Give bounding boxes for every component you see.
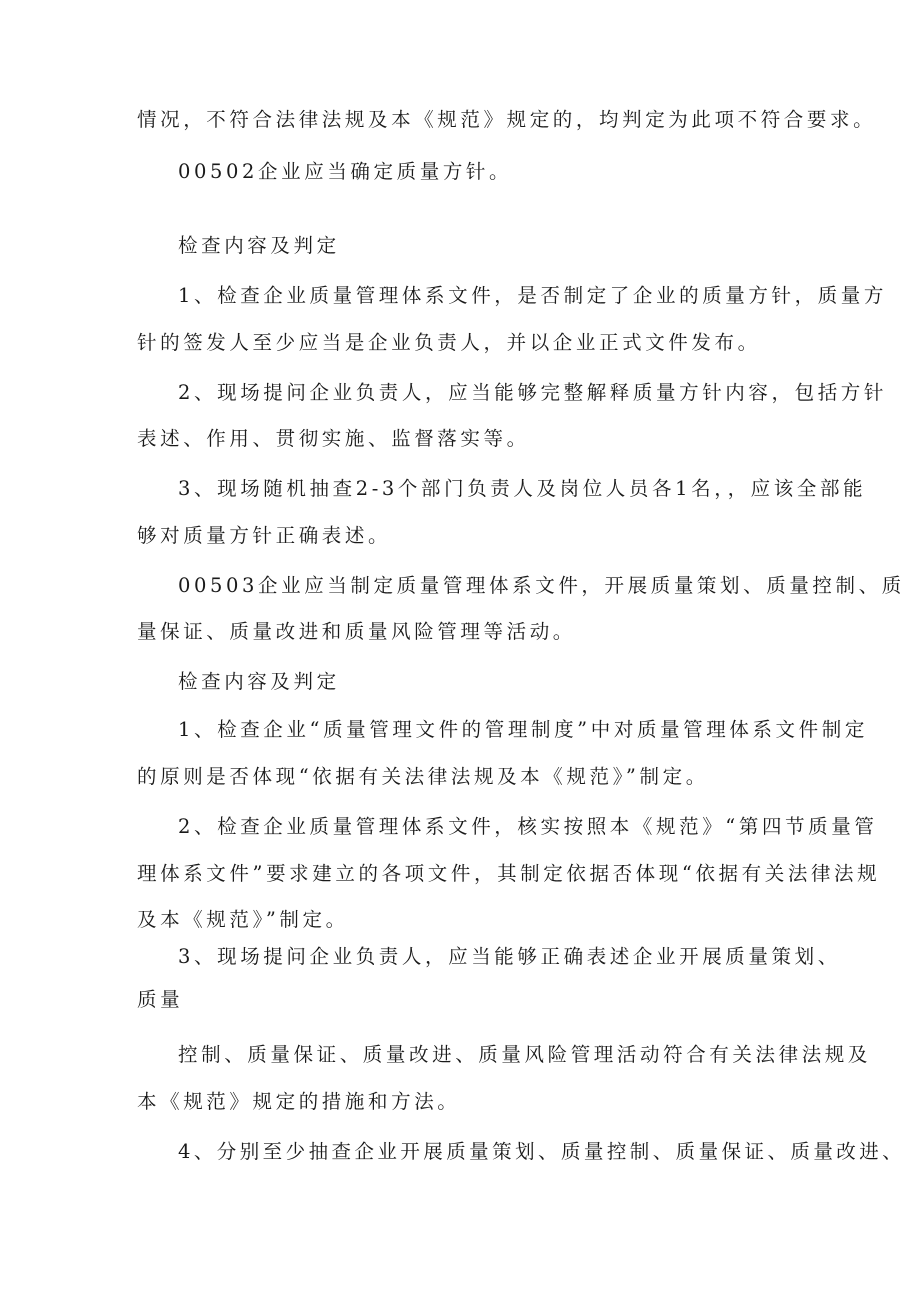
text-line: 1、检查企业质量管理体系文件，是否制定了企业的质量方针，质量方 <box>178 284 888 307</box>
section-heading: 检查内容及判定 <box>178 670 340 693</box>
text-line: 2、检查企业质量管理体系文件，核实按照本《规范》“第四节质量管 <box>178 815 878 838</box>
text-line: 量保证、质量改进和质量风险管理等活动。 <box>137 620 576 643</box>
text-line: 针的签发人至少应当是企业负责人，并以企业正式文件发布。 <box>137 331 761 354</box>
text-line: 4、分别至少抽查企业开展质量策划、质量控制、质量保证、质量改进、 <box>178 1140 906 1163</box>
text-line: 3、现场随机抽查2-3个部门负责人及岗位人员各1名，，应该全部能 <box>178 477 867 500</box>
text-line: 1、检查企业“质量管理文件的管理制度”中对质量管理体系文件制定 <box>178 718 868 741</box>
text-line: 控制、质量保证、质量改进、质量风险管理活动符合有关法律法规及 <box>178 1043 872 1066</box>
text-line: 及本《规范》”制定。 <box>137 908 349 931</box>
text-line: 表述、作用、贯彻实施、监督落实等。 <box>137 427 530 450</box>
text-line: 情况，不符合法律法规及本《规范》规定的，均判定为此项不符合要求。 <box>137 108 877 131</box>
section-heading: 检查内容及判定 <box>178 234 340 257</box>
text-line: 本《规范》规定的措施和方法。 <box>137 1090 461 1113</box>
text-line: 的原则是否体现“依据有关法律法规及本《规范》”制定。 <box>137 765 709 788</box>
text-line: 00503企业应当制定质量管理体系文件，开展质量策划、质量控制、质 <box>178 574 905 597</box>
text-line: 质量 <box>137 988 184 1011</box>
text-line: 够对质量方针正确表述。 <box>137 524 392 547</box>
text-line: 00502企业应当确定质量方针。 <box>178 160 513 183</box>
text-line: 理体系文件”要求建立的各项文件，其制定依据否体现“依据有关法律法规 <box>137 862 881 885</box>
text-line: 3、现场提问企业负责人，应当能够正确表述企业开展质量策划、 <box>178 945 841 968</box>
text-line: 2、现场提问企业负责人，应当能够完整解释质量方针内容，包括方针 <box>178 381 888 404</box>
